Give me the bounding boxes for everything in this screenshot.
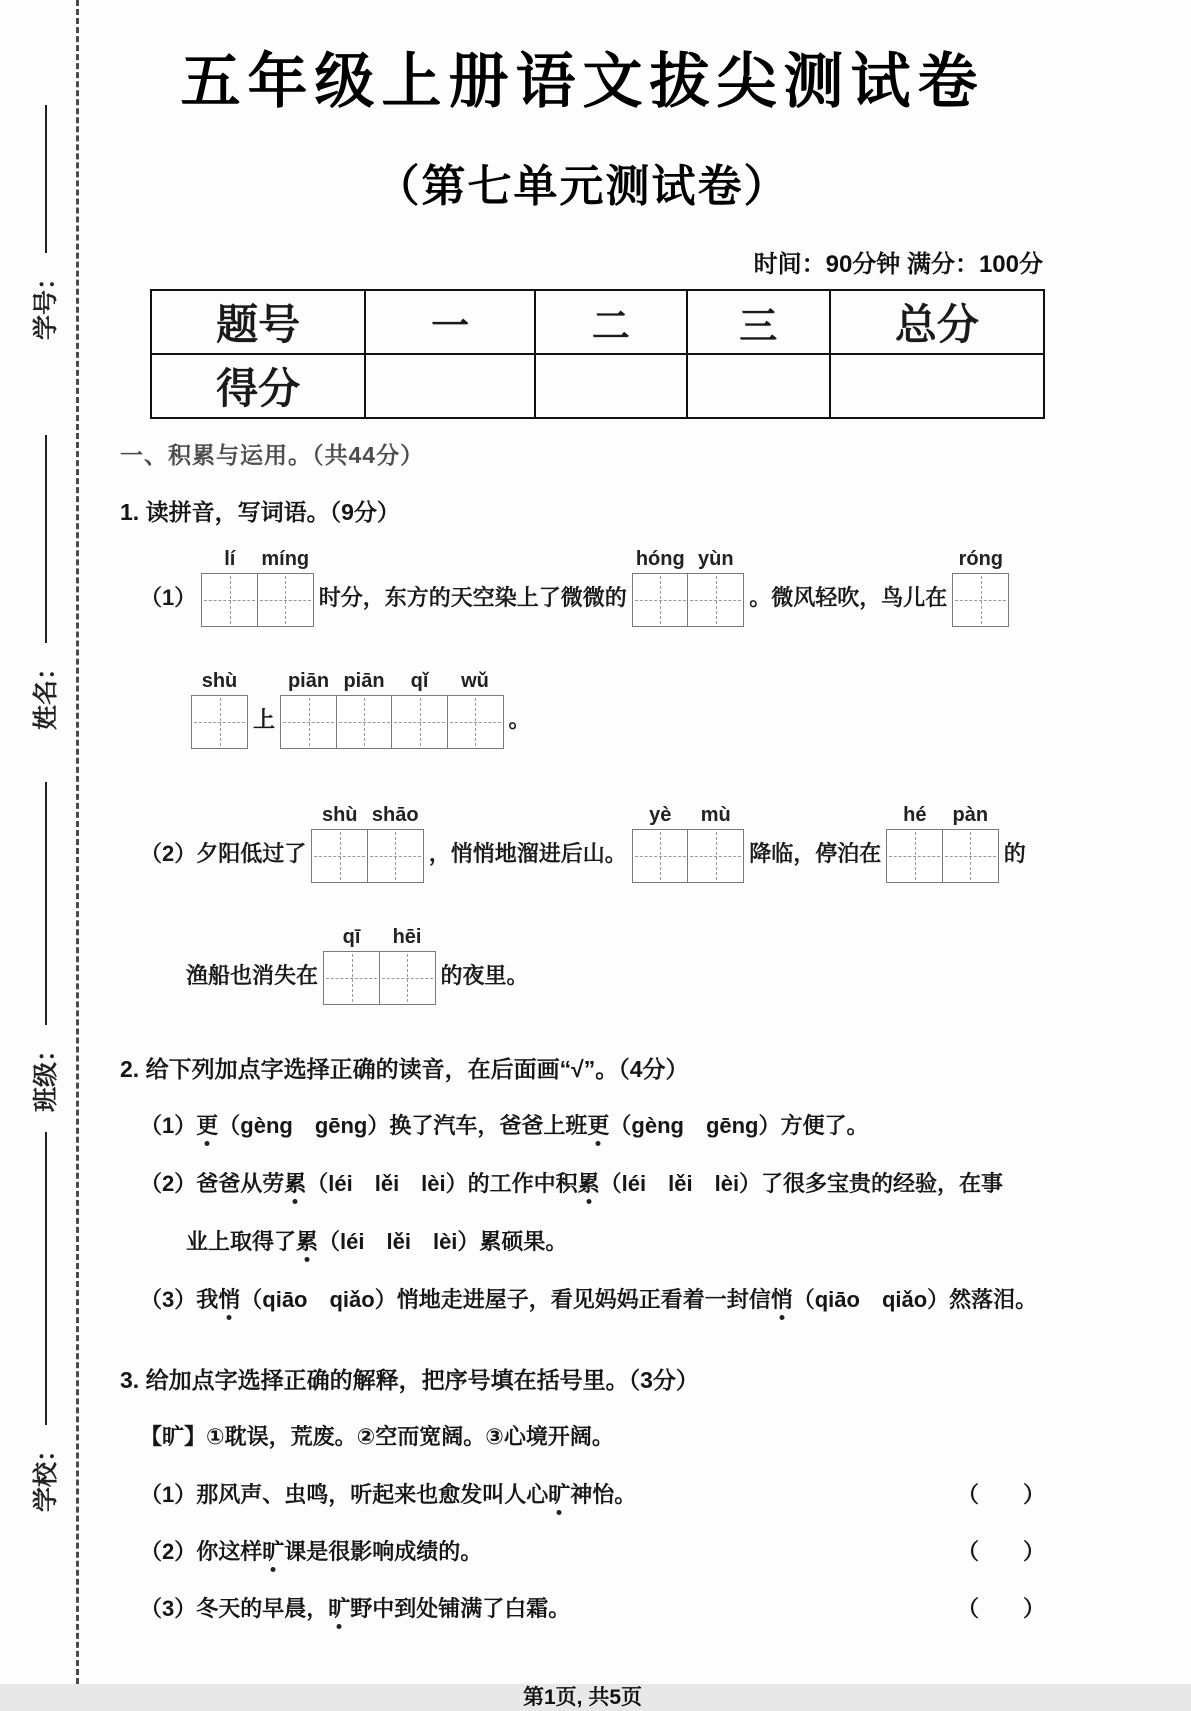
text-segment: （qiāo qiǎo）悄地走进屋子，看见妈妈正看着一封信 (240, 1286, 771, 1312)
text-segment: （léi lěi lèi）累硕果。 (318, 1228, 568, 1254)
pinyin-label: shù (201, 670, 238, 692)
emphasized-character: 更 (587, 1113, 610, 1138)
pinyin-label: shāo (371, 804, 419, 826)
character-writing-box (687, 803, 744, 883)
q3-item-3 (120, 1592, 1045, 1623)
q3-item-3-answer-bracket: （ ） (956, 1596, 1045, 1622)
perforation-line (76, 0, 79, 1684)
text-segment: 野中到处铺满了白霜。 (350, 1596, 571, 1622)
section-1-heading: 一、积累与运用。（共44分） (120, 442, 425, 468)
score-table-header-row (151, 290, 1044, 354)
character-writing-box (257, 547, 314, 627)
emphasized-character: 旷 (262, 1539, 285, 1565)
pinyin-label: yùn (697, 548, 734, 570)
pinyin-label: hēi (392, 926, 422, 948)
writing-grid-square (311, 829, 368, 883)
emphasized-character: 累 (284, 1170, 307, 1196)
pinyin-label: lí (224, 548, 236, 570)
pinyin-label: mù (700, 804, 731, 826)
q3-item-2-answer-bracket: （ ） (956, 1539, 1045, 1565)
q3-item-1 (120, 1478, 1045, 1509)
writing-grid-square (632, 573, 689, 627)
text-segment: ，悄悄地溜进后山。 (428, 841, 627, 866)
q3-item-2 (120, 1535, 1045, 1566)
text-segment: 渔船也消失在 (186, 963, 319, 988)
character-writing-box (201, 547, 258, 627)
page-title: 五年级上册语文拔尖测试卷 (180, 48, 985, 115)
class-label: 班级： (32, 1036, 60, 1112)
header-section-2: 二 (535, 290, 687, 354)
pinyin-label: yè (649, 804, 672, 826)
name-label: 姓名： (32, 654, 60, 730)
character-writing-box (952, 547, 1009, 627)
score-table-score-row (151, 354, 1044, 418)
pinyin-writing-boxes (952, 547, 1009, 627)
character-writing-box (942, 803, 999, 883)
q1-line-2 (120, 669, 1045, 749)
writing-grid-square (201, 573, 258, 627)
writing-grid-square (942, 829, 999, 883)
text-segment: 的夜里。 (440, 963, 529, 988)
text-segment: （léi lěi lèi）了很多宝贵的经验，在事 (599, 1170, 1004, 1196)
q2-item-2-line-1 (120, 1168, 1045, 1200)
character-writing-box (632, 547, 689, 627)
writing-grid-square (952, 573, 1009, 627)
header-question-number: 题号 (151, 290, 365, 354)
writing-grid-square (391, 695, 448, 749)
pinyin-writing-boxes (311, 803, 424, 883)
text-segment: （1）那风声、虫鸣，听起来也愈发叫人心 (140, 1482, 549, 1508)
pinyin-label: míng (261, 548, 310, 570)
writing-grid-square (379, 951, 436, 1005)
writing-grid-square (367, 829, 424, 883)
text-segment: 的 (1003, 841, 1026, 866)
text-segment: （2）夕阳低过了 (140, 841, 307, 866)
q1-line-1 (120, 547, 1045, 627)
writing-grid-square (257, 573, 314, 627)
score-cell-1 (365, 354, 535, 418)
pinyin-label: shù (321, 804, 358, 826)
school-blank-line (45, 1132, 47, 1425)
text-segment: 降临，停泊在 (749, 841, 882, 866)
pinyin-label: róng (958, 548, 1003, 570)
text-segment: （1） (140, 585, 197, 610)
text-segment: 业上取得了 (186, 1228, 297, 1254)
character-writing-box (379, 925, 436, 1005)
name-blank-line (45, 435, 47, 643)
student-id-label: 学号： (32, 264, 60, 340)
pinyin-label: qǐ (410, 670, 429, 692)
character-writing-box (336, 669, 393, 749)
text-segment: （léi lěi lèi）的工作中积 (306, 1170, 578, 1196)
student-id-blank-line (45, 105, 47, 253)
paper-content (120, 0, 1045, 1711)
text-segment: （2）爸爸从劳 (140, 1170, 285, 1196)
time-score-info: 时间：90分钟 满分：100分 (753, 251, 1043, 278)
writing-grid-square (447, 695, 504, 749)
text-segment: 课是很影响成绩的。 (284, 1539, 483, 1565)
character-writing-box (447, 669, 504, 749)
header-section-1: 一 (365, 290, 535, 354)
text-segment: （2）你这样 (140, 1539, 263, 1565)
character-writing-box (886, 803, 943, 883)
writing-grid-square (323, 951, 380, 1005)
score-row-label: 得分 (151, 354, 365, 418)
writing-grid-square (687, 573, 744, 627)
character-writing-box (311, 803, 368, 883)
text-segment: （gèng gēng）换了汽车，爸爸上班 (218, 1113, 588, 1138)
character-writing-box (391, 669, 448, 749)
emphasized-character: 旷 (548, 1482, 571, 1508)
pinyin-writing-boxes (632, 547, 745, 627)
text-segment: （3）冬天的早晨， (140, 1596, 329, 1622)
score-table (150, 289, 1045, 419)
pinyin-label: qī (342, 926, 361, 948)
margin-field-student-id (26, 105, 62, 340)
page-subtitle: （第七单元测试卷） (375, 162, 790, 211)
pinyin-writing-boxes (323, 925, 436, 1005)
pinyin-writing-boxes (886, 803, 999, 883)
score-cell-2 (535, 354, 687, 418)
q3-item-3-text (140, 1592, 570, 1623)
pinyin-label: wǔ (461, 670, 489, 692)
text-segment: 。 (508, 707, 531, 732)
q2-item-3 (120, 1284, 1045, 1316)
q3-item-1-text (140, 1478, 636, 1509)
header-section-3: 三 (687, 290, 830, 354)
text-segment: 上 (253, 707, 276, 732)
writing-grid-square (886, 829, 943, 883)
pinyin-writing-boxes (632, 803, 745, 883)
emphasized-character: 悄 (770, 1286, 793, 1312)
page-footer: 第1页, 共5页 (522, 1686, 643, 1710)
pinyin-label: pàn (952, 804, 989, 826)
pinyin-writing-boxes (191, 669, 248, 749)
emphasized-character: 旷 (328, 1596, 351, 1622)
q3-item-1-answer-bracket: （ ） (956, 1482, 1045, 1508)
writing-grid-square (687, 829, 744, 883)
text-segment: 神怡。 (570, 1482, 637, 1508)
score-cell-total (830, 354, 1044, 418)
q3-definition: 【旷】①耽误，荒废。②空而宽阔。③心境开阔。 (140, 1423, 614, 1449)
text-segment: 时分，东方的天空染上了微微的 (318, 585, 627, 610)
margin-field-school (26, 1132, 62, 1512)
text-segment: 。微风轻吹，鸟儿在 (749, 585, 948, 610)
writing-grid-square (336, 695, 393, 749)
question-2-title: 2. 给下列加点字选择正确的读音，在后面画“√”。（4分） (120, 1056, 689, 1082)
q1-line-3 (120, 803, 1045, 883)
header-total: 总分 (830, 290, 1044, 354)
writing-grid-square (632, 829, 689, 883)
pinyin-writing-boxes (280, 669, 504, 749)
emphasized-character: 累 (296, 1228, 319, 1254)
q1-line-4 (120, 925, 1045, 1005)
text-segment: （3）我 (140, 1286, 219, 1312)
margin-field-class (26, 782, 62, 1112)
question-3-title: 3. 给加点字选择正确的解释，把序号填在括号里。（3分） (120, 1366, 699, 1393)
pinyin-label: hóng (635, 548, 685, 570)
character-writing-box (687, 547, 744, 627)
question-1-title: 1. 读拼音，写词语。（9分） (120, 499, 400, 525)
emphasized-character: 更 (196, 1113, 219, 1138)
margin-field-name (26, 435, 62, 730)
writing-grid-square (191, 695, 248, 749)
character-writing-box (323, 925, 380, 1005)
emphasized-character: 累 (577, 1170, 600, 1196)
q3-item-2-text (140, 1535, 482, 1566)
text-segment: （gèng gēng）方便了。 (609, 1113, 869, 1138)
text-segment: （1） (140, 1113, 197, 1138)
q2-item-2-line-2 (120, 1226, 1045, 1258)
character-writing-box (280, 669, 337, 749)
class-blank-line (45, 782, 47, 1025)
pinyin-label: piān (287, 670, 330, 692)
pinyin-label: hé (903, 804, 927, 826)
character-writing-box (632, 803, 689, 883)
score-cell-3 (687, 354, 830, 418)
character-writing-box (191, 669, 248, 749)
pinyin-label: piān (343, 670, 385, 692)
emphasized-character: 悄 (218, 1286, 241, 1312)
writing-grid-square (280, 695, 337, 749)
text-segment: （qiāo qiǎo）然落泪。 (792, 1286, 1038, 1312)
pinyin-writing-boxes (201, 547, 314, 627)
school-label: 学校： (32, 1436, 60, 1512)
character-writing-box (367, 803, 424, 883)
q2-item-1 (120, 1110, 1045, 1142)
